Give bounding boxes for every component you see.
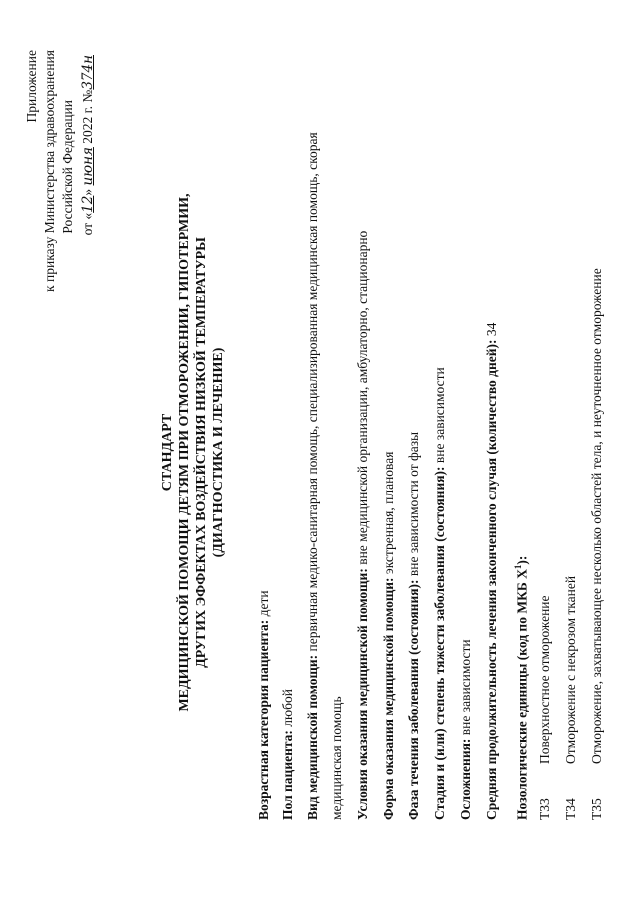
- icd-code: T35: [589, 798, 604, 820]
- field-complications: Осложнения: вне зависимости: [458, 639, 473, 820]
- field-nosology: Нозологические единицы (код по МКБ $X^1$):: [513, 555, 530, 820]
- icd-name: Отморожение с некрозом тканей: [563, 575, 578, 764]
- standard-title: СТАНДАРТ: [160, 413, 175, 492]
- icd-code: T33: [537, 798, 552, 820]
- field-conditions: Условия оказания медицинской помощи: вне медицинской организации, амбулаторно, стационарно: [355, 230, 370, 820]
- field-sex: Пол пациента: любой: [280, 689, 295, 820]
- field-care-type: Вид медицинской помощи: первичная медико-санитарная помощь, специализированная медицинская помощь, скорая: [305, 132, 320, 820]
- appendix-heading: Приложение: [24, 50, 39, 123]
- handwritten-number: 374н: [80, 55, 96, 90]
- appendix-country-line: Российской Федерации: [60, 100, 75, 234]
- field-form: Форма оказания медицинской помощи: экстренная, плановая: [381, 451, 396, 820]
- standard-subtitle-1: МЕДИЦИНСКОЙ ПОМОЩИ ДЕТЯМ ПРИ ОТМОРОЖЕНИИ, ГИПОТЕРМИИ,: [177, 193, 192, 712]
- date-year: 2022 г. №: [80, 89, 95, 148]
- icd-name: Отморожение, захватывающее несколько областей тела, и неуточненное отморожение: [589, 268, 604, 764]
- field-duration: Средняя продолжительность лечения законченного случая (количество дней): 34: [484, 322, 499, 820]
- date-mid: »: [80, 185, 95, 196]
- icd-code: T34: [563, 798, 578, 820]
- footnote-mark: 1: [513, 564, 523, 570]
- handwritten-month: июня: [80, 147, 96, 186]
- field-age: Возрастная категория пациента: дети: [256, 590, 271, 820]
- field-stage: Стадия и (или) степень тяжести заболевания (состояния): вне зависимости: [432, 367, 447, 820]
- handwritten-day: 12: [80, 195, 96, 213]
- standard-subtitle-3: (ДИАГНОСТИКА И ЛЕЧЕНИЕ): [211, 347, 226, 558]
- icd-name: Поверхностное отморожение: [537, 595, 552, 764]
- field-care-type-cont: медицинская помощь: [329, 696, 344, 820]
- appendix-order-line: к приказу Министерства здравоохранения: [42, 50, 57, 292]
- standard-subtitle-2: ДРУГИХ ЭФФЕКТАХ ВОЗДЕЙСТВИЯ НИЗКОЙ ТЕМПЕРАТУРЫ: [194, 237, 209, 668]
- appendix-date-line: [80, 55, 96, 235]
- date-prefix: от «: [80, 212, 95, 236]
- field-phase: Фаза течения заболевания (состояния): вне зависимости от фазы: [406, 431, 421, 820]
